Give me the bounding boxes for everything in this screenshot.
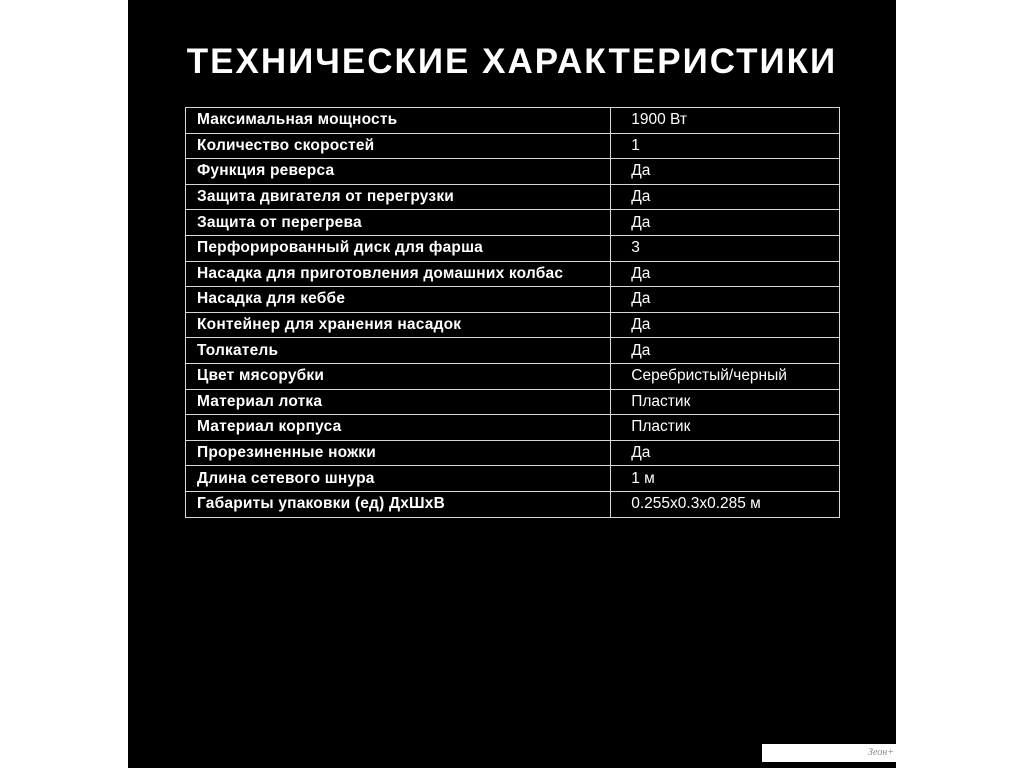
table-row xyxy=(186,389,840,415)
spec-value: Да xyxy=(611,287,840,313)
spec-value: 1 м xyxy=(611,466,840,492)
spec-name: Материал лотка xyxy=(186,389,611,415)
spec-value: Да xyxy=(611,440,840,466)
spec-value: Да xyxy=(611,159,840,185)
spec-name: Насадка для приготовления домашних колбас xyxy=(186,261,611,287)
table-row xyxy=(186,184,840,210)
table-row xyxy=(186,108,840,134)
spec-table xyxy=(185,107,840,518)
table-row xyxy=(186,415,840,441)
spec-name: Прорезиненные ножки xyxy=(186,440,611,466)
spec-value: Да xyxy=(611,184,840,210)
spec-value: Пластик xyxy=(611,389,840,415)
spec-name: Длина сетевого шнура xyxy=(186,466,611,492)
table-row xyxy=(186,235,840,261)
spec-table-body xyxy=(186,108,840,518)
spec-name: Максимальная мощность xyxy=(186,108,611,134)
spec-name: Функция реверса xyxy=(186,159,611,185)
table-row xyxy=(186,133,840,159)
table-row xyxy=(186,440,840,466)
spec-name: Толкатель xyxy=(186,338,611,364)
spec-name: Перфорированный диск для фарша xyxy=(186,235,611,261)
spec-value: Пластик xyxy=(611,415,840,441)
table-row xyxy=(186,159,840,185)
spec-value: 0.255x0.3x0.285 м xyxy=(611,491,840,517)
table-row xyxy=(186,491,840,517)
spec-value: 1900 Вт xyxy=(611,108,840,134)
spec-value: Да xyxy=(611,312,840,338)
spec-value: Да xyxy=(611,210,840,236)
spec-sheet-panel xyxy=(128,0,896,768)
table-row xyxy=(186,338,840,364)
page-title: ТЕХНИЧЕСКИЕ ХАРАКТЕРИСТИКИ xyxy=(186,42,838,81)
table-row xyxy=(186,312,840,338)
spec-name: Габариты упаковки (ед) ДхШхВ xyxy=(186,491,611,517)
spec-name: Защита двигателя от перегрузки xyxy=(186,184,611,210)
spec-value: Серебристый/черный xyxy=(611,363,840,389)
spec-name: Насадка для кеббе xyxy=(186,287,611,313)
watermark-label: Зеон+ xyxy=(762,744,896,762)
table-row xyxy=(186,261,840,287)
spec-name: Контейнер для хранения насадок xyxy=(186,312,611,338)
spec-name: Защита от перегрева xyxy=(186,210,611,236)
table-row xyxy=(186,210,840,236)
spec-value: 3 xyxy=(611,235,840,261)
table-row xyxy=(186,363,840,389)
spec-value: Да xyxy=(611,261,840,287)
spec-name: Количество скоростей xyxy=(186,133,611,159)
spec-name: Цвет мясорубки xyxy=(186,363,611,389)
table-row xyxy=(186,287,840,313)
spec-value: 1 xyxy=(611,133,840,159)
spec-name: Материал корпуса xyxy=(186,415,611,441)
spec-value: Да xyxy=(611,338,840,364)
table-row xyxy=(186,466,840,492)
